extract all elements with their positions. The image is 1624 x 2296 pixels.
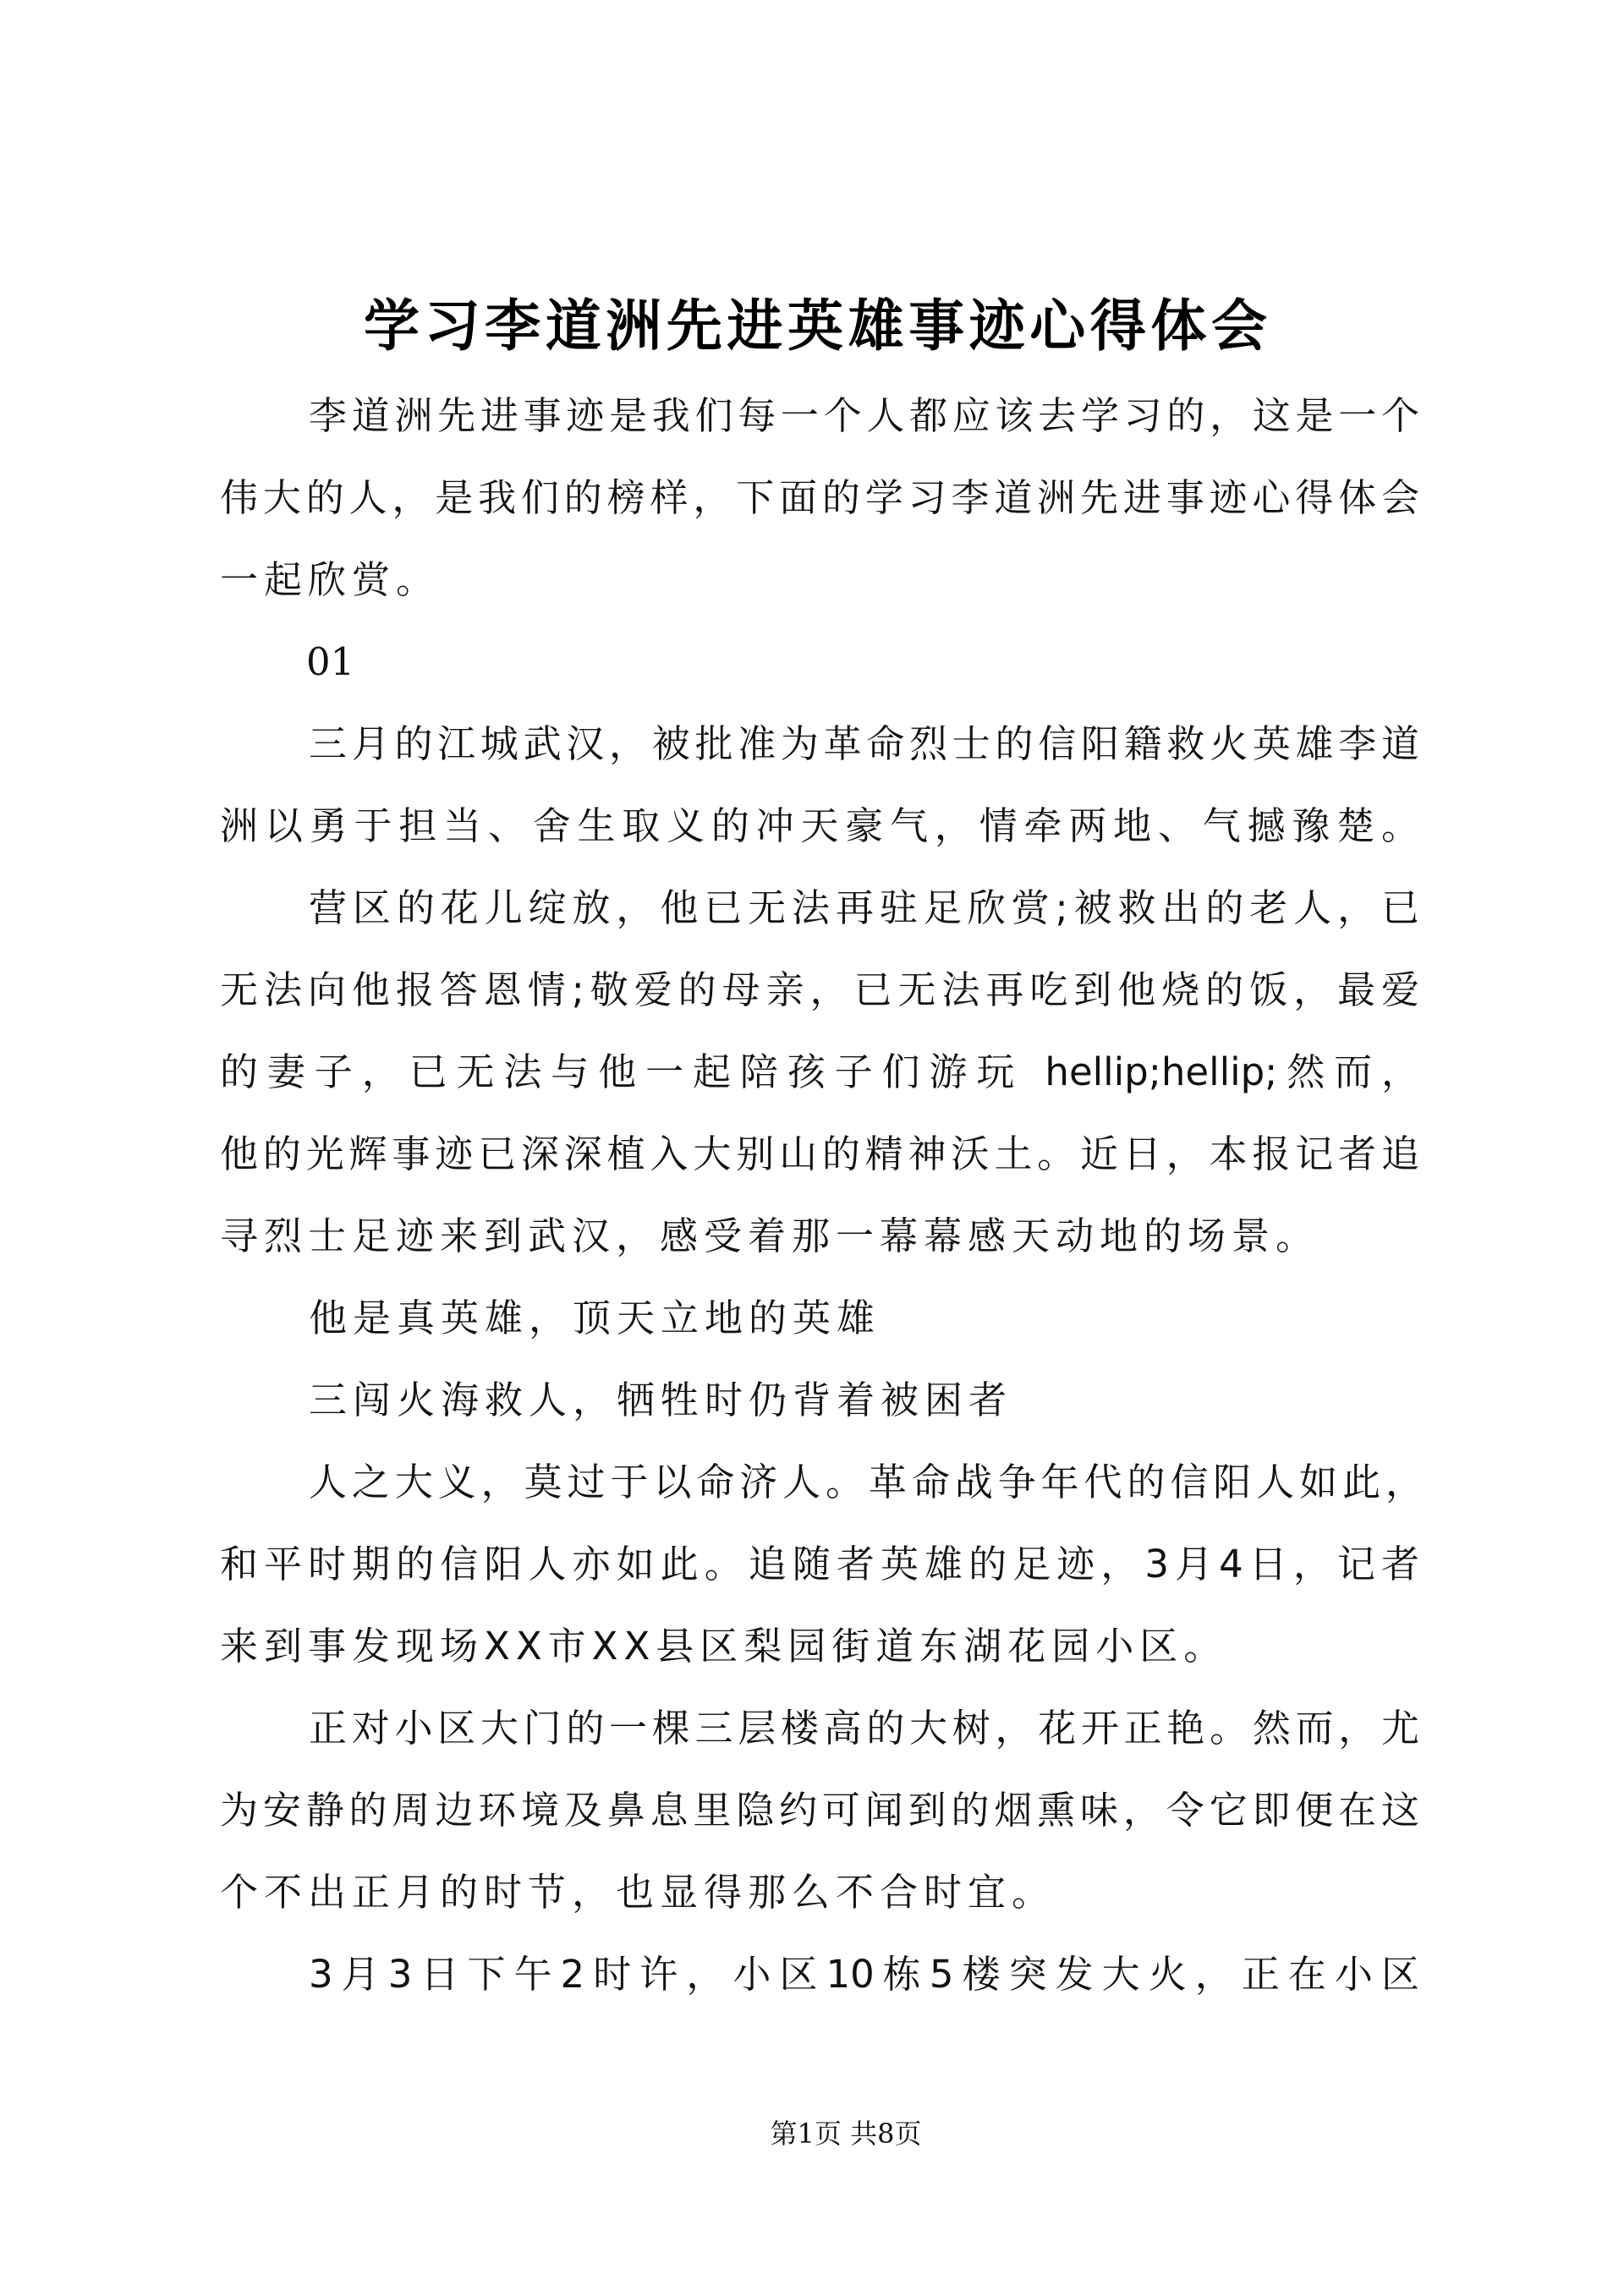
paragraph-1-line-3: 一起欣赏。 <box>220 557 441 602</box>
paragraph-3-line-3: 的妻子，已无法与他一起陪孩子们游玩 hellip;hellip;然而， <box>220 1049 1419 1094</box>
document-title: 学习李道洲先进英雄事迹心得体会 <box>364 293 1269 359</box>
paragraph-3-line-2: 无法向他报答恩情;敬爱的母亲，已无法再吃到他烧的饭，最爱 <box>220 967 1419 1012</box>
paragraph-3-line-5: 寻烈士足迹来到武汉，感受着那一幕幕感天动地的场景。 <box>220 1214 1320 1258</box>
paragraph-6-line-1: 3月3日下午2时许，小区10栋5楼突发大火，正在小区 <box>309 1952 1419 1997</box>
paragraph-5-line-3: 个不出正月的时节，也显得那么不合时宜。 <box>220 1870 1056 1915</box>
paragraph-3-line-1: 营区的花儿绽放，他已无法再驻足欣赏;被救出的老人，已 <box>309 885 1419 930</box>
page-number-footer: 第1页 共8页 <box>770 2118 922 2150</box>
paragraph-2-line-2: 洲以勇于担当、舍生取义的冲天豪气，情牵两地、气撼豫楚。 <box>220 803 1419 848</box>
paragraph-1-line-2: 伟大的人，是我们的榜样，下面的学习李道洲先进事迹心得体会 <box>220 475 1419 520</box>
paragraph-1-line-1: 李道洲先进事迹是我们每一个人都应该去学习的，这是一个 <box>309 393 1419 438</box>
paragraph-5-line-2: 为安静的周边环境及鼻息里隐约可闻到的烟熏味，令它即便在这 <box>220 1788 1419 1833</box>
paragraph-4-line-3: 来到事发现场XX市XX县区梨园街道东湖花园小区。 <box>220 1624 1228 1669</box>
paragraph-4-line-2: 和平时期的信阳人亦如此。追随者英雄的足迹，3月4日，记者 <box>220 1542 1419 1586</box>
subheading-1: 他是真英雄，顶天立地的英雄 <box>309 1296 881 1340</box>
subheading-2: 三闯火海救人，牺牲时仍背着被困者 <box>309 1378 1013 1422</box>
paragraph-5-line-1: 正对小区大门的一棵三层楼高的大树，花开正艳。然而，尤 <box>309 1706 1419 1751</box>
section-number: 01 <box>306 639 355 684</box>
paragraph-3-line-4: 他的光辉事迹已深深植入大别山的精神沃土。近日，本报记者追 <box>220 1132 1419 1176</box>
paragraph-2-line-1: 三月的江城武汉，被批准为革命烈士的信阳籍救火英雄李道 <box>309 721 1419 766</box>
paragraph-4-line-1: 人之大义，莫过于以命济人。革命战争年代的信阳人如此， <box>309 1460 1424 1504</box>
